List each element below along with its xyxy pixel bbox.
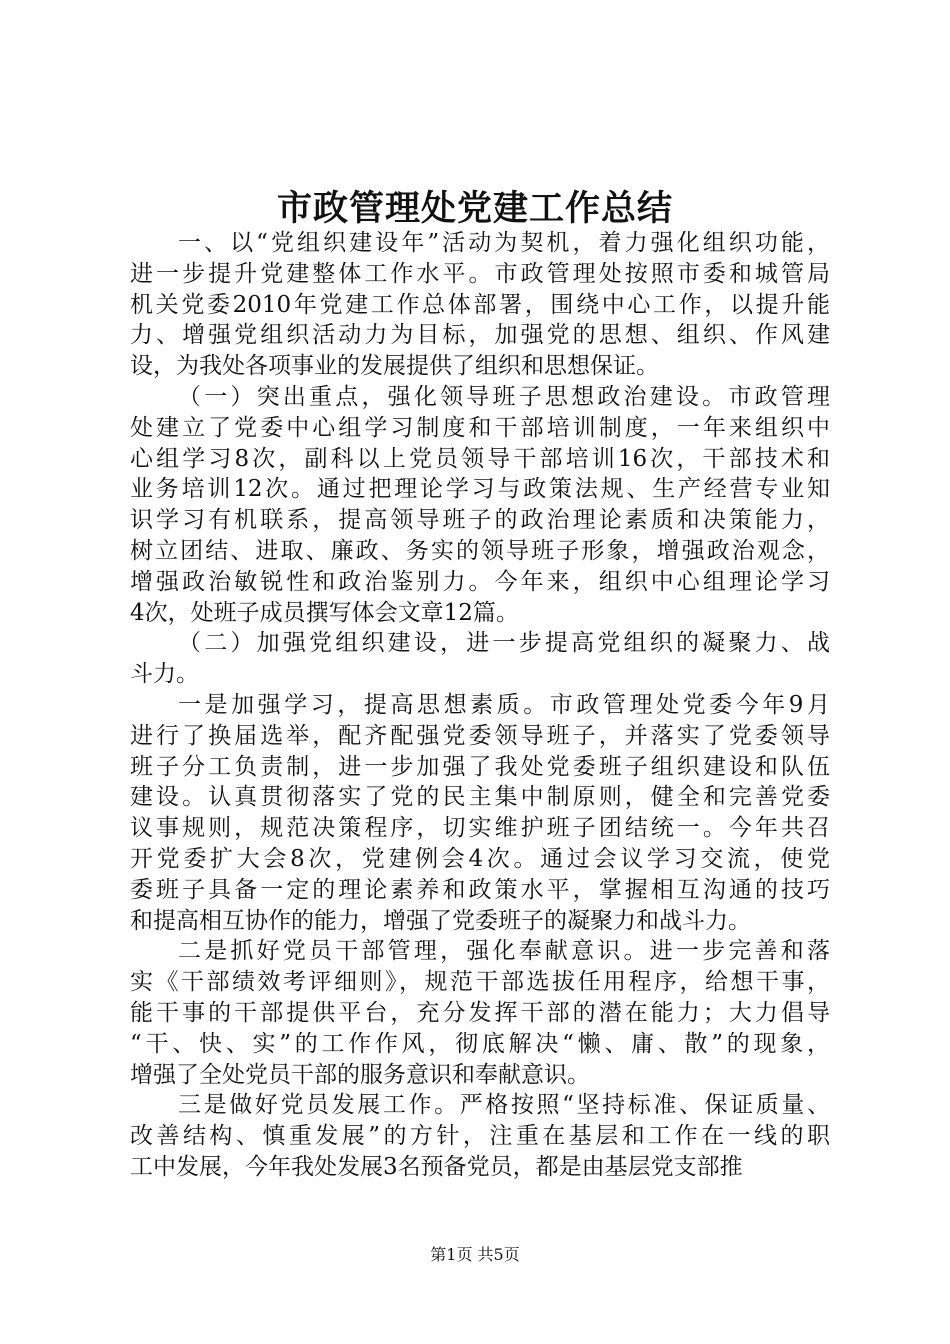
- paragraph-line: 设，为我处各项事业的发展提供了组织和思想保证。: [130, 353, 659, 380]
- paragraph-line: “干、快、实”的工作作风，彻底解决“懒、庸、散”的现象，: [130, 1030, 830, 1057]
- paragraph-line: 识学习有机联系，提高领导班子的政治理论素质和决策能力，: [130, 507, 830, 534]
- paragraph-line: 班子分工负责制，进一步加强了我处党委班子组织建设和队伍: [130, 753, 830, 780]
- paragraph-line: 三是做好党员发展工作。严格按照“坚持标准、保证质量、: [178, 1092, 830, 1119]
- paragraph-line: 一、以“党组织建设年”活动为契机，着力强化组织功能，: [178, 230, 830, 256]
- document-title: 市政管理处党建工作总结: [276, 188, 673, 229]
- paragraph-line: （二）加强党组织建设，进一步提高党组织的凝聚力、战: [178, 630, 830, 657]
- paragraph-line: 二是抓好党员干部管理，强化奉献意识。进一步完善和落: [178, 938, 830, 965]
- paragraph-line: 议事规则，规范决策程序，切实维护班子团结统一。今年共召: [130, 815, 830, 842]
- paragraph: [130, 382, 830, 628]
- paragraph-line: 委班子具备一定的理论素养和政策水平，掌握相互沟通的技巧: [130, 876, 830, 903]
- paragraph-line: 一是加强学习，提高思想素质。市政管理处党委今年9月: [178, 691, 830, 718]
- paragraph: [130, 690, 830, 936]
- paragraph-line: 和提高相互协作的能力，增强了党委班子的凝聚力和战斗力。: [130, 907, 751, 934]
- paragraph-line: 建设。认真贯彻落实了党的民主集中制原则，健全和完善党委: [130, 784, 830, 811]
- paragraph-line: 机关党委2010年党建工作总体部署，围绕中心工作，以提升能: [130, 291, 830, 318]
- page-footer: 第1页 共5页: [430, 1245, 520, 1264]
- paragraph: [130, 228, 830, 382]
- paragraph-line: 业务培训12次。通过把理论学习与政策法规、生产经营专业知: [130, 476, 830, 503]
- paragraph-line: 斗力。: [130, 661, 199, 688]
- paragraph-line: 实《干部绩效考评细则》，规范干部选拔任用程序，给想干事，: [130, 969, 830, 996]
- paragraph-line: （一）突出重点，强化领导班子思想政治建设。市政管理: [178, 383, 830, 410]
- paragraph-line: 树立团结、进取、廉政、务实的领导班子形象，增强政治观念，: [130, 537, 830, 564]
- paragraph-line: 改善结构、慎重发展”的方针，注重在基层和工作在一线的职: [130, 1123, 830, 1150]
- paragraph-line: 能干事的干部提供平台，充分发挥干部的潜在能力；大力倡导: [130, 999, 830, 1026]
- paragraph-line: 开党委扩大会8次，党建例会4次。通过会议学习交流，使党: [130, 845, 830, 872]
- paragraph-line: 进一步提升党建整体工作水平。市政管理处按照市委和城管局: [130, 260, 830, 287]
- paragraph-line: 进行了换届选举，配齐配强党委领导班子，并落实了党委领导: [130, 722, 830, 749]
- paragraph-line: 处建立了党委中心组学习制度和干部培训制度，一年来组织中: [130, 414, 830, 441]
- paragraph: [130, 628, 830, 690]
- paragraph-line: 增强政治敏锐性和政治鉴别力。今年来，组织中心组理论学习: [130, 568, 830, 595]
- document-body: [130, 228, 830, 1183]
- paragraph-line: 工中发展，今年我处发展3名预备党员，都是由基层党支部推: [130, 1153, 743, 1180]
- paragraph-line: 4次，处班子成员撰写体会文章12篇。: [130, 599, 519, 626]
- paragraph-line: 增强了全处党员干部的服务意识和奉献意识。: [130, 1061, 590, 1088]
- paragraph-line: 心组学习8次，副科以上党员领导干部培训16次，干部技术和: [130, 445, 830, 472]
- paragraph: [130, 1090, 830, 1182]
- paragraph-line: 力、增强党组织活动力为目标，加强党的思想、组织、作风建: [130, 322, 830, 349]
- paragraph: [130, 936, 830, 1090]
